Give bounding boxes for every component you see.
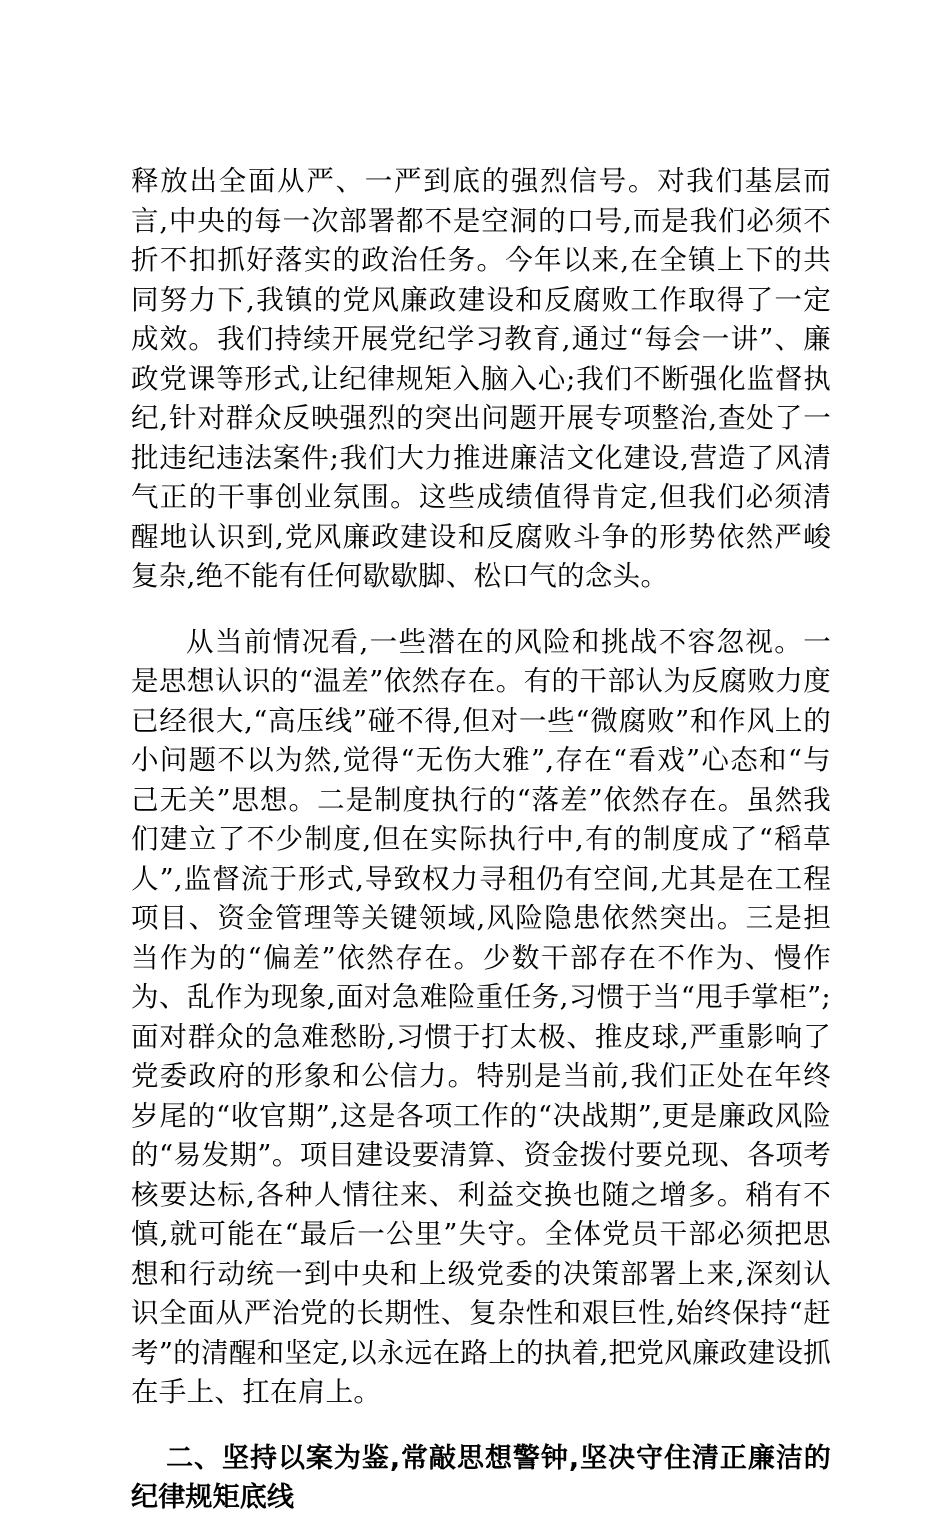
body-paragraph-continued: 释放出全面从严、一严到底的强烈信号。对我们基层而言,中央的每一次部署都不是空洞的口号,而是我们必须不折不扣抓好落实的政治任务。今年以来,在全镇上下的共同努力下,我镇的党风廉政建设和反腐败工作取得了一定成效。我们持续开展党纪学习教育,通过“每会一讲”、廉政党课等形式,让纪律规矩入脑入心;我们不断强化监督执纪,针对群众反映强烈的突出问题开展专项整治,查处了一批违纪违法案件;我们大力推进廉洁文化建设,营造了风清气正的干事创业氛围。这些成绩值得肯定,但我们必须清醒地认识到,党风廉政建设和反腐败斗争的形势依然严峻复杂,绝不能有任何歇歇脚、松口气的念头。 [131,165,831,592]
body-paragraph: 从当前情况看,一些潜在的风险和挑战不容忽视。一是思想认识的“温差”依然存在。有的干部认为反腐败力度已经很大,“高压线”碰不得,但对一些“微腐败”和作风上的小问题不以为然,觉得“无伤大雅”,存在“看戏”心态和“与己无关”思想。二是制度执行的“落差”依然存在。虽然我们建立了不少制度,但在实际执行中,有的制度成了“稻草人”,监督流于形式,导致权力寻租仍有空间,尤其是在工程项目、资金管理等关键领域,风险隐患依然突出。三是担当作为的“偏差”依然存在。少数干部存在不作为、慢作为、乱作为现象,面对急难险重任务,习惯于当“甩手掌柜”;面对群众的急难愁盼,习惯于打太极、推皮球,严重影响了党委政府的形象和公信力。特别是当前,我们正处在年终岁尾的“收官期”,这是各项工作的“决战期”,更是廉政风险的“易发期”。项目建设要清算、资金拨付要兑现、各项考核要达标,各种人情往来、利益交换也随之增多。稍有不慎,就可能在“最后一公里”失守。全体党员干部必须把思想和行动统一到中央和上级党委的决策部署上来,深刻认识全面从严治党的长期性、复杂性和艰巨性,始终保持“赶考”的清醒和坚定,以永远在路上的执着,把党风廉政建设抓在手上、扛在肩上。 [131,625,831,1408]
document-body [131,162,831,1518]
section-heading: 二、坚持以案为鉴,常敲思想警钟,坚决守住清正廉洁的纪律规矩底线 [131,1442,831,1513]
